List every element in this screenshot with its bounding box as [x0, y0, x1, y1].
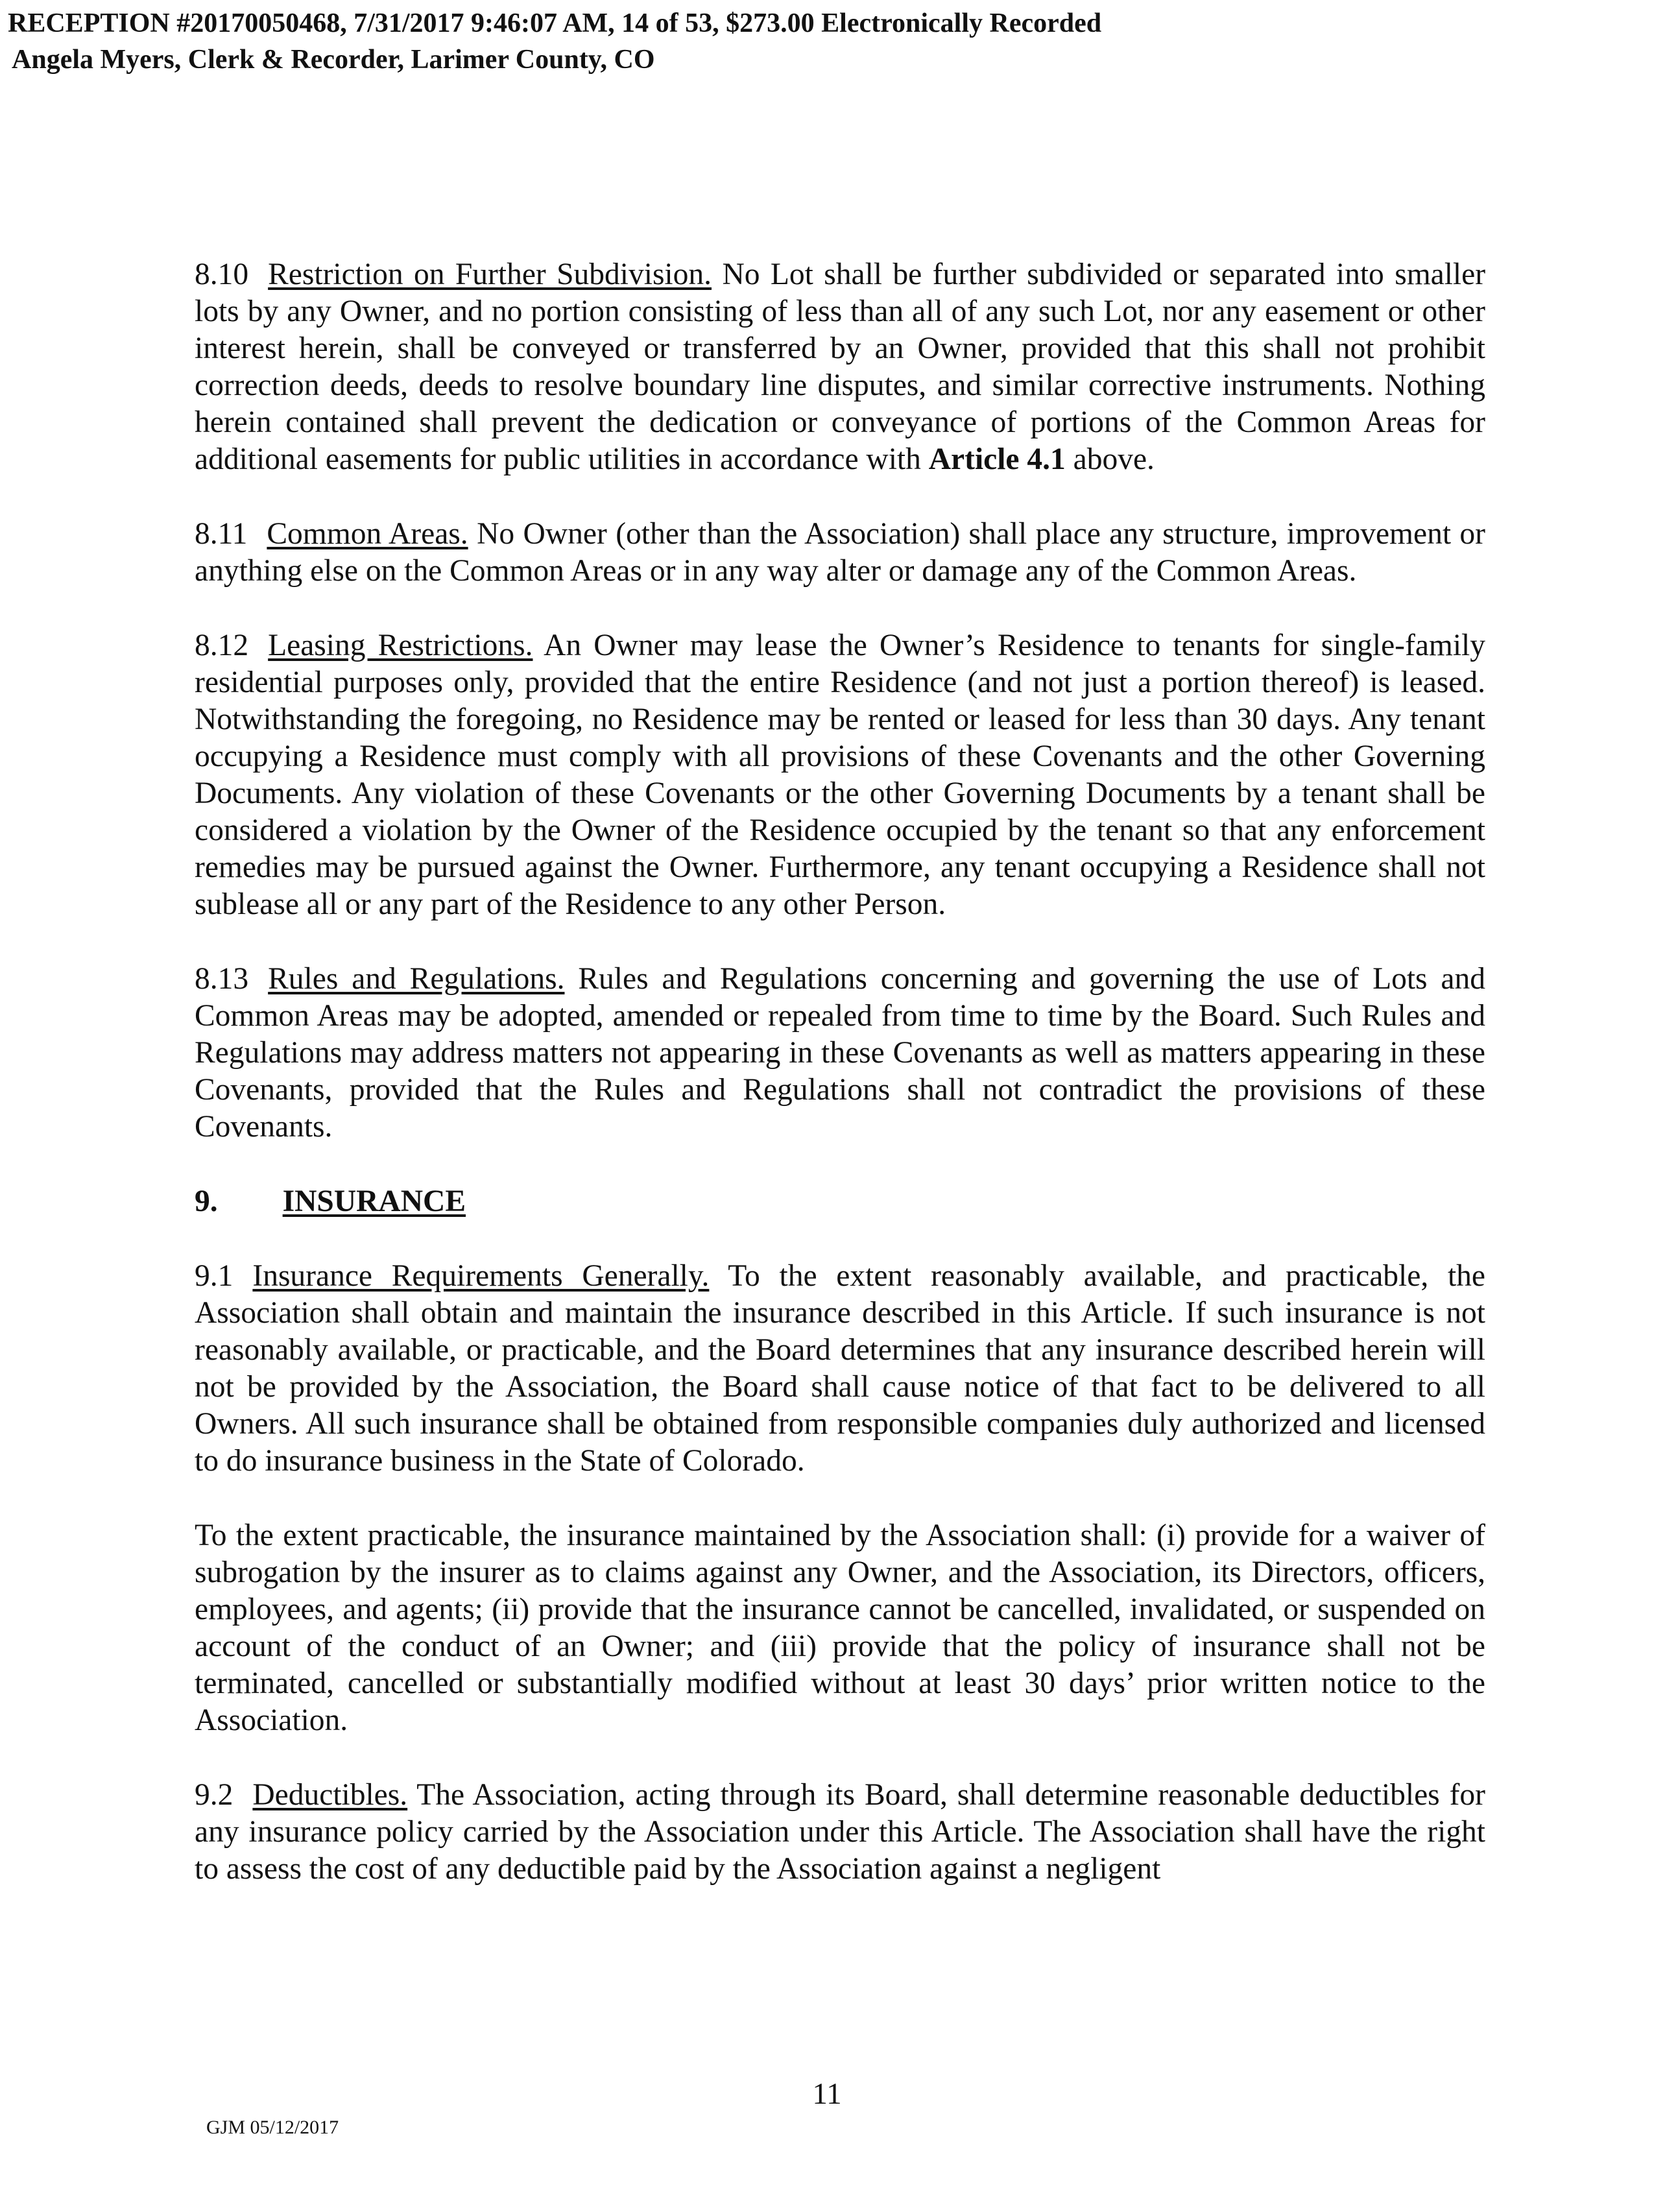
- page-number: 11: [812, 2077, 842, 2111]
- section-title: INSURANCE: [282, 1184, 466, 1218]
- recording-header: [8, 5, 1101, 78]
- section-text: To the extent reasonably available, and practicable, the Association shall obtain and maintain the insurance described in this Article. If such insurance is not reasonably available, or practicable, and the Board determines that any insurance described herein will not be provided by the Association, the Board shall cause notice of that fact to be delivered to all Owners. All such insurance shall be obtained from responsible companies duly authorized and licensed to do insurance business in the State of Colorado.: [195, 1259, 1485, 1478]
- section-number: 8.13: [195, 962, 249, 996]
- section-9-2: [195, 1777, 1485, 1888]
- section-8-12: [195, 627, 1485, 923]
- section-title: Rules and Regulations.: [268, 962, 565, 996]
- section-title: Common Areas.: [267, 517, 468, 551]
- section-number: 9.: [195, 1184, 218, 1218]
- recorder-line: Angela Myers, Clerk & Recorder, Larimer County, CO: [12, 45, 655, 75]
- section-text: An Owner may lease the Owner’s Residence to tenants for single-family residential purposes only, provided that the entire Residence (and not just a portion thereof) is leased. Notwithstanding the foregoing, no Residence may be rented or leased for less than 30 days. Any tenant occupying a Residence must comply with all provisions of these Covenants and the other Governing Documents. Any violation of these Covenants or the other Governing Documents by a tenant shall be considered a violation by the Owner of the Residence occupied by the tenant so that any enforcement remedies may be pursued against the Owner. Furthermore, any tenant occupying a Residence shall not sublease all or any part of the Residence to any other Person.: [195, 629, 1485, 921]
- section-9-1-paragraph-2: To the extent practicable, the insurance maintained by the Association shall: (i) provide for a waiver of subrogation by the insurer as to claims against any Owner, and the Association, its Directors, officers, employees, and agents; (ii) provide that the insurance cannot be cancelled, invalidated, or suspended on account of the conduct of an Owner; and (iii) provide that the policy of insurance shall not be terminated, cancelled or substantially modified without at least 30 days’ prior written notice to the Association.: [195, 1519, 1485, 1737]
- section-title: Restriction on Further Subdivision.: [268, 258, 712, 291]
- section-9-heading: [195, 1183, 1485, 1220]
- section-number: 8.12: [195, 629, 249, 662]
- section-text-tail: above.: [1073, 442, 1155, 476]
- article-reference: Article 4.1: [928, 442, 1066, 476]
- section-number: 8.11: [195, 517, 248, 551]
- section-9-1: [195, 1258, 1485, 1480]
- section-text: The Association, acting through its Board, shall determine reasonable deductibles for any insurance policy carried by the Association under this Article. The Association shall have the right to assess the cost of any deductible paid by the Association against a negligent: [195, 1778, 1485, 1886]
- section-text: Rules and Regulations concerning and governing the use of Lots and Common Areas may be adopted, amended or repealed from time to time by the Board. Such Rules and Regulations may address matters not appearing in these Covenants as well as matters appearing in these Covenants, provided that the Rules and Regulations shall not contradict the provisions of these Covenants.: [195, 962, 1485, 1144]
- section-number: 8.10: [195, 258, 249, 291]
- section-text: No Owner (other than the Association) shall place any structure, improvement or anything else on the Common Areas or in any way alter or damage any of the Common Areas.: [195, 517, 1485, 588]
- section-text: No Lot shall be further subdivided or separated into smaller lots by any Owner, and no portion consisting of less than all of any such Lot, nor any easement or other interest herein, shall be conveyed or transferred by an Owner, provided that this shall not prohibit correction deeds, deeds to resolve boundary line disputes, and similar corrective instruments. Nothing herein contained shall prevent the dedication or conveyance of portions of the Common Areas for additional easements for public utilities in accordance with: [195, 258, 1486, 476]
- section-number: 9.2: [195, 1778, 234, 1812]
- section-8-13: [195, 961, 1485, 1146]
- section-8-11: [195, 516, 1485, 590]
- section-title: Deductibles.: [252, 1778, 408, 1812]
- section-number: 9.1: [195, 1259, 234, 1293]
- section-8-10: [195, 256, 1485, 478]
- section-title: Leasing Restrictions.: [268, 629, 533, 662]
- recording-stamp-line: RECEPTION #20170050468, 7/31/2017 9:46:07 AM, 14 of 53, $273.00 Electronically Recorded: [8, 8, 1102, 38]
- section-title: Insurance Requirements Generally.: [252, 1259, 710, 1293]
- footer-code: GJM 05/12/2017: [206, 2117, 339, 2138]
- document-body: [195, 256, 1485, 1888]
